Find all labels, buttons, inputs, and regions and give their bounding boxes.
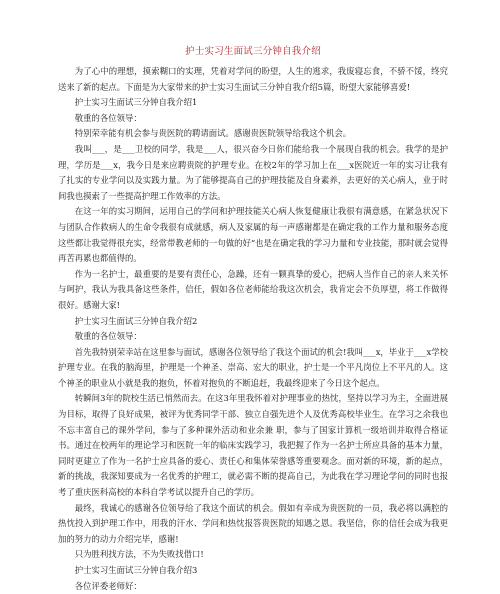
paragraph: 为了心中的理想，摸索糊口的实理，凭着对学问的盼望，人生的逃求，我废寝忘食，不骄不馁，终究送来了新的起点。下面是为大家带来的护士实习生面试三分钟自我介绍5篇，盼望大家能够喜爱! — [58, 66, 448, 92]
paragraph: 敬重的各位领导： — [74, 331, 142, 342]
paragraph: 只为胜利找方法，不为失败找借口! — [74, 549, 204, 560]
paragraph: 护士实习生面试三分钟自我介绍1 — [74, 97, 198, 108]
paragraph: 护士实习生面试三分钟自我介绍3 — [74, 565, 198, 575]
document-body — [58, 64, 448, 594]
paragraph: 转瞬间3年的院校生活已悄然而去。在这3年里我怀着对护理事业的热忱，坚持以学习为主，全面进展为目标，取得了良好成果，被评为优秀同学干部、独立自强先进个人及优秀高校毕业生。在学习之余我也不忘丰富自己的课外学问，参与了多种课外活动和业余兼 职，参与了国家计算机一级培训并取得合格证书。通过在校两年的理论学习和医院一年的临床实践学习，我把握了作为一名护士所应具备的基本力量，同时更建立了作为一名护士应具备的爱心、责任心和集体荣誉感等重要观念。面对新的环境，新的起点，新的挑战，我深知要成为一名优秀的护理工，就必需不断的提高自己，为此我在学习理论学问的同时也报考了重庆医科高校的本科自学考试以提升自己的学历。 — [58, 393, 448, 498]
document-title: 护士实习生面试三分钟自我介绍 — [185, 46, 321, 57]
paragraph: 各位评委老师好： — [74, 580, 142, 591]
paragraph: 在这一年的实习期间，运用自己的学问和护理技能关心病人恢复健康让我很有满意感，在紧急状况下与团队合作救病人的生命令我很有成就感，病人及家属的每一声感谢都是在确定我的工作力量和服务态度这些都让我觉得很充实，经常带教老师的一句做的好“也是在确定我的学习力量和专业技能，那时就会觉得再苦再累也都值得的。 — [58, 206, 448, 264]
paragraph: 敬重的各位领导： — [74, 112, 142, 123]
paragraph: 首先我特别荣幸站在这里参与面试，感谢各位领导给了我这个面试的机会!我叫___x，毕业于___x学校护理专业。在我的脑海里，护理是一个神圣、崇高、宏大的职业，护士是一个平凡岗位上不平凡的人。这个神圣的职业从小就是我的抱负，怀着对抱负的不断追赶，我最终迎来了今日这个起点。 — [58, 346, 448, 388]
paragraph: 特别荣幸能有机会参与贵医院的聘请面试。感谢贵医院领导给我这个机会。 — [74, 128, 352, 139]
paragraph: 护士实习生面试三分钟自我介绍2 — [74, 315, 198, 326]
paragraph: 最终，我诚心的感谢各位领导给了我这个面试的机会。假如有幸成为贵医院的一员，我必将以满腔的热忱投入到护理工作中，用我的汗水、学问和热忱报答贵医院的知遇之恩。我坚信，你的信任会成为我更加的努力的动力介绍完毕，感谢! — [58, 502, 448, 544]
paragraph: 作为一名护士，最重要的是要有责任心，急躁，还有一颗真挚的爱心，把病人当作自己的亲人来关怀与呵护，我认为我具备这些条件，信任，假如各位老师能给我这次机会，我肯定会不负厚望，将工作做得很好。感谢大家! — [58, 268, 448, 310]
paragraph: 我叫___，是___卫校的同学，我是___人，很兴奋今日你们能给我一个展现自我的机会。我学的是护理，学历是___x，我今日是来应聘贵院的护理专业。在校2年的学习加上在___x医院近一年的实习让我有了扎实的专业学问以及实践力量。为了能够提高自己的护理技能及自身素养，去更好的关心病人，业于时间我也摸索了一些提高护理工作效率的方法。 — [58, 143, 448, 201]
